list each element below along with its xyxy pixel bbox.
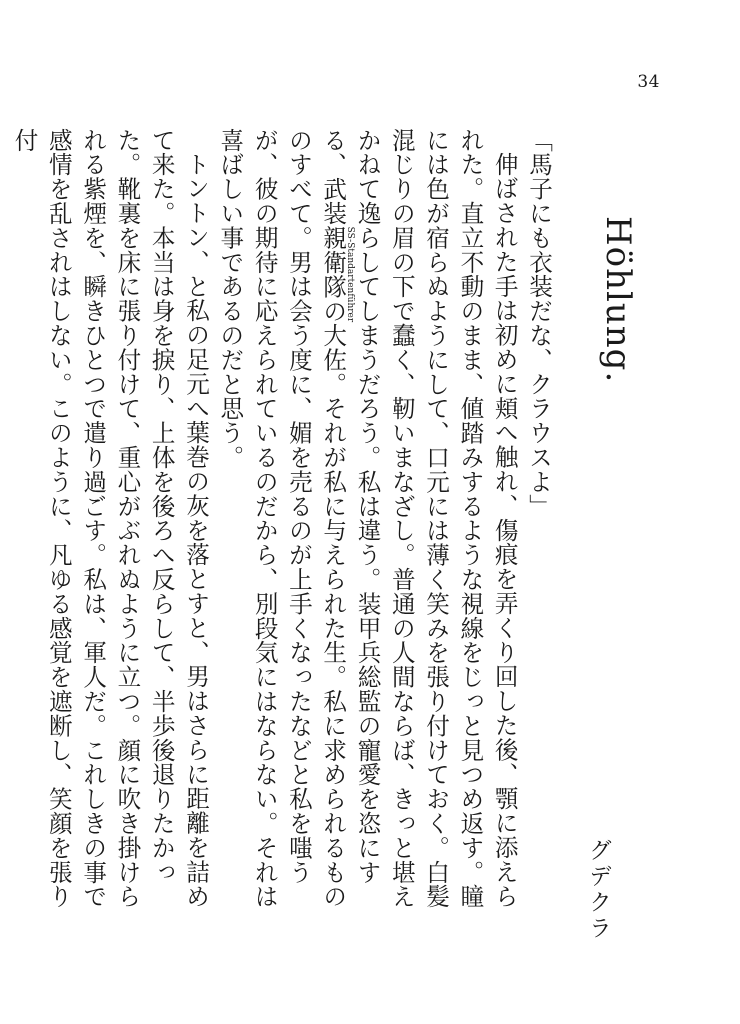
author-name: グデクラ <box>585 838 611 942</box>
body-text <box>10 128 556 928</box>
paragraph-dialogue <box>522 128 556 928</box>
paragraph-text: トントン、と私の足元へ葉巻の灰を落とすと、男はさらに距離を詰めて来た。本当は身を捩り、上体を後ろへ反らして、半歩後退りたかった。靴裏を床に張り付けて、重心がぶれぬように立つ。顔に吹き掛けられる紫煙を、瞬きひとつで遣り過ごす。私は、軍人だ。これしきの事で感情を乱されはしない。このように、凡ゆる感覚を遮断し、笑顔を張り付 <box>10 128 211 909</box>
page-number: 34 <box>637 72 660 92</box>
paragraph-narration <box>7 128 213 928</box>
ruby-base: 武装親衛隊の大佐 <box>319 176 348 373</box>
paragraph-text: 伸ばされた手は初めに頬へ触れ、傷痕を弄くり回した後、顎に添えられた。直立不動のまま、値踏みするような視線をじっと見つめ返す。瞳には色が宿らぬようにして、口元には薄く笑みを張り付けておく。白髪混じりの眉の下で蠢く、靭いまなざし。普通の人間ならば、きっと堪えかねて逸らしてしまうだろう。私は違う。装甲兵総監の寵愛を恣にする、 <box>319 128 519 909</box>
story-title: Höhlung. <box>598 216 638 384</box>
ruby-annotated-term <box>319 176 356 373</box>
ruby-text: SS-Standartenführer <box>345 176 356 373</box>
paragraph-text: 「馬子にも衣装だな、クラウスよ」 <box>525 128 553 519</box>
paragraph-narration <box>213 128 522 928</box>
paragraph-text-continued: 。それが私に与えられた生。私に求められるもののすべて。男は会う度に、媚を売るのが上手くなったなどと私を嗤うが、彼の期待に応えられているのだから、別段気にはならない。それは喜ばしい事であるのだと思う。 <box>216 128 348 909</box>
